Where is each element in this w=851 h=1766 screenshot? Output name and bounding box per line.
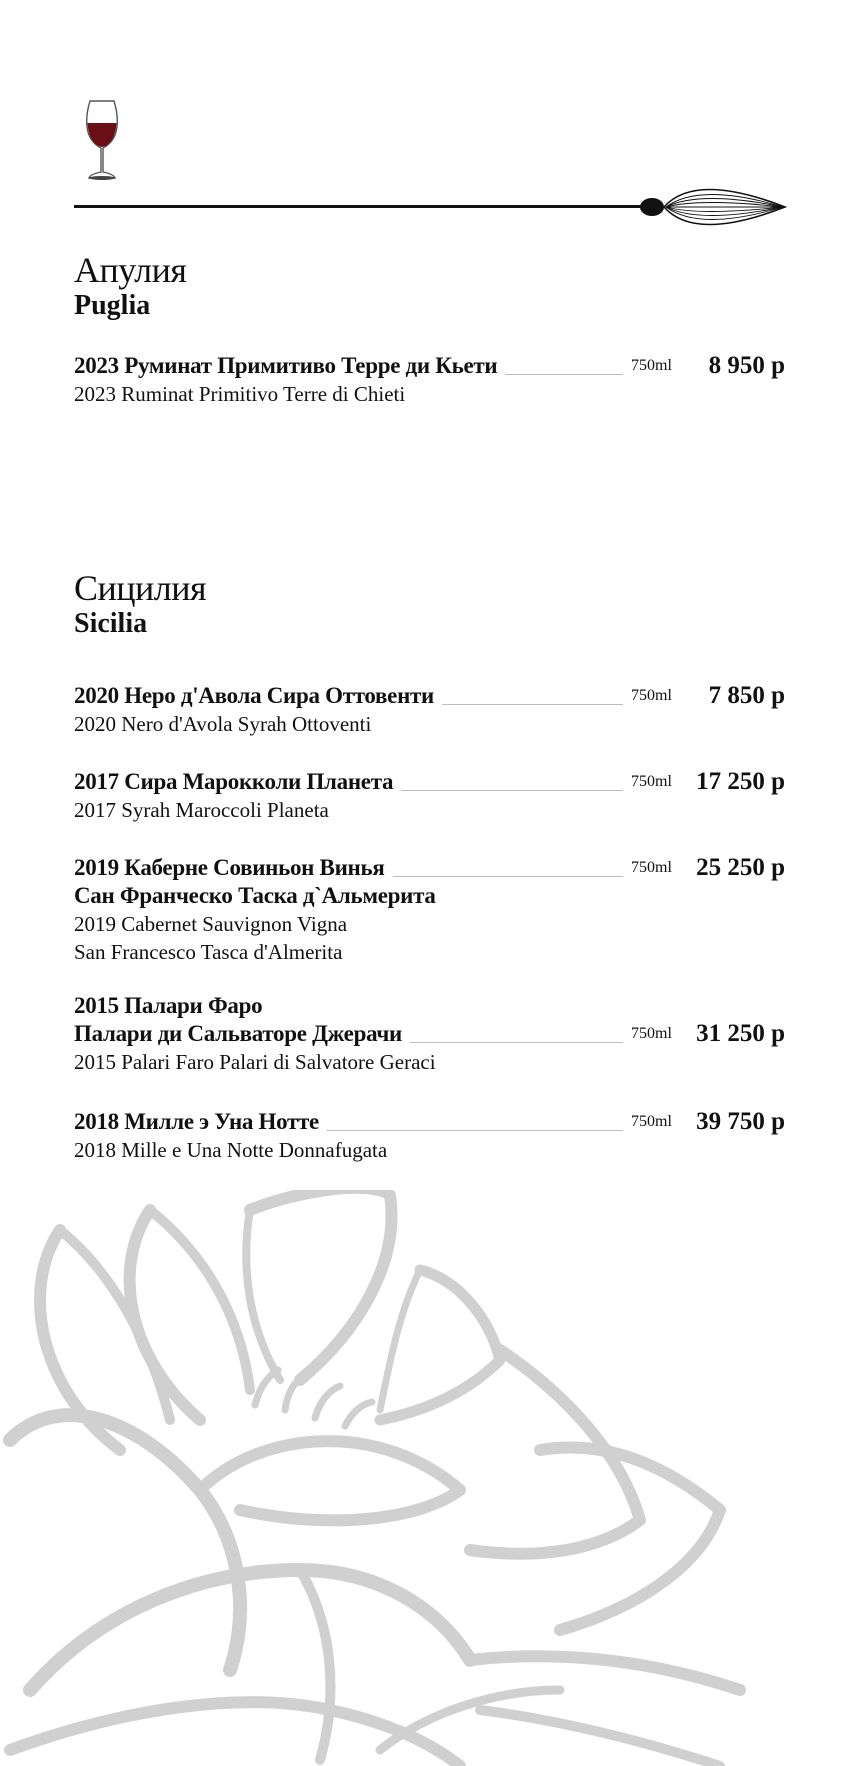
wine-price: 31 250 р: [696, 1020, 785, 1047]
leader-line: [442, 704, 623, 705]
wine-glass-icon: [82, 99, 122, 181]
wine-name-ru: 2023 Руминат Примитиво Терре ди Кьети: [74, 353, 498, 378]
lotus-flower: [0, 1190, 760, 1766]
wine-price: 25 250 р: [696, 854, 785, 881]
wine-price: 7 850 р: [708, 682, 785, 709]
wine-volume: 750ml: [631, 859, 672, 876]
leader-line: [505, 374, 623, 375]
wine-price: 39 750 р: [696, 1108, 785, 1135]
wine-name-ru: 2017 Сира Марокколи Планета: [74, 769, 394, 794]
wine-name-en-line2: San Francesco Tasca d'Almerita: [74, 940, 343, 964]
ornament-leaf: [640, 178, 790, 236]
wine-name-en: 2019 Cabernet Sauvignon Vigna: [74, 912, 348, 936]
wine-volume: 750ml: [631, 687, 672, 704]
wine-name-ru: 2020 Неро д'Авола Сира Оттовенти: [74, 683, 434, 708]
wine-name-ru-line2: Палари ди Сальваторе Джерачи: [74, 1021, 402, 1046]
section-header-sicilia: [74, 568, 206, 640]
wine-item: [74, 768, 785, 824]
wine-name-en: 2020 Nero d'Avola Syrah Ottoventi: [74, 712, 372, 736]
wine-item: [74, 352, 785, 408]
wine-item: [74, 992, 785, 1076]
wine-name-en: 2015 Palari Faro Palari di Salvatore Geraci: [74, 1050, 436, 1074]
wine-name-ru: 2019 Каберне Совиньон Винья: [74, 855, 385, 880]
wine-name-en: 2023 Ruminat Primitivo Terre di Chieti: [74, 382, 406, 406]
section-header-puglia: [74, 250, 186, 322]
wine-price: 8 950 р: [708, 352, 785, 379]
wine-item: [74, 854, 785, 966]
section-title-en: Puglia: [74, 290, 151, 321]
wine-volume: 750ml: [631, 357, 672, 374]
leader-line: [401, 790, 623, 791]
leader-line: [327, 1130, 623, 1131]
wine-item: [74, 682, 785, 738]
section-title-en: Sicilia: [74, 608, 148, 639]
header-divider: [74, 205, 650, 208]
wine-item: [74, 1108, 785, 1164]
wine-volume: 750ml: [631, 773, 672, 790]
wine-name-ru-line2: Сан Франческо Таска д`Альмерита: [74, 883, 436, 908]
wine-name-ru: 2015 Палари Фаро: [74, 993, 263, 1018]
wine-price: 17 250 р: [696, 768, 785, 795]
leader-line: [410, 1042, 623, 1043]
leader-line: [393, 876, 623, 877]
wine-volume: 750ml: [631, 1113, 672, 1130]
wine-name-en: 2018 Mille e Una Notte Donnafugata: [74, 1138, 388, 1162]
section-title-ru: Апулия: [74, 250, 187, 290]
section-title-ru: Сицилия: [74, 568, 207, 608]
wine-volume: 750ml: [631, 1025, 672, 1042]
wine-name-en: 2017 Syrah Maroccoli Planeta: [74, 798, 329, 822]
wine-name-ru: 2018 Милле э Уна Нотте: [74, 1109, 319, 1134]
